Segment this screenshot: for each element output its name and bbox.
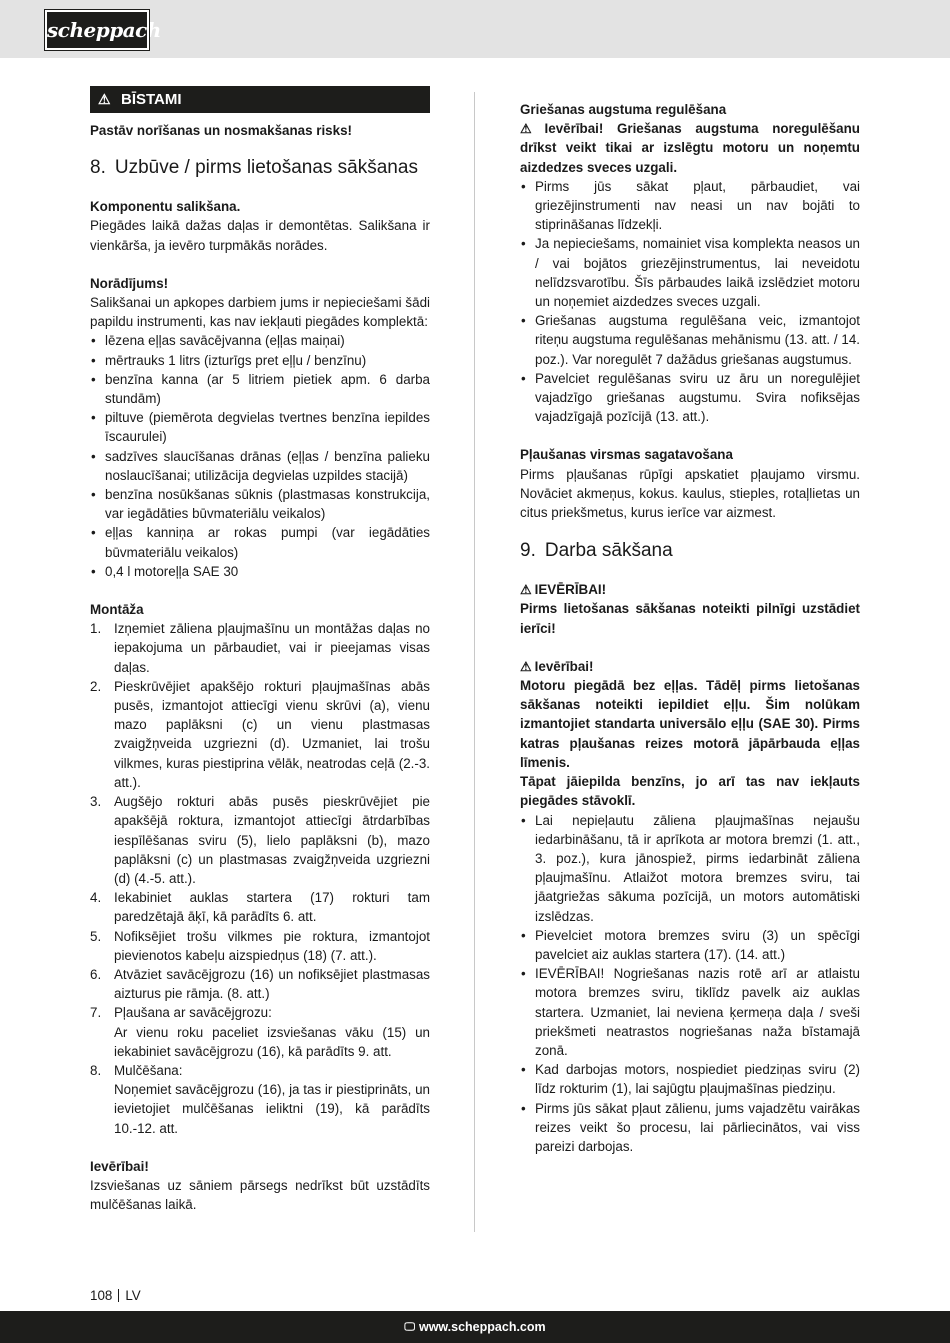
warning-triangle-icon: ⚠	[98, 90, 111, 107]
danger-label: BĪSTAMI	[121, 90, 182, 108]
height-list	[520, 177, 860, 427]
list-item: 6. Atvāziet savācējgrozu (16) un nofiksējiet plastmasas aizturus pie rāmja. (8. att.)	[90, 966, 430, 1002]
list-item: • 0,4 l motoreļļa SAE 30	[90, 562, 430, 581]
header-bar	[0, 0, 950, 58]
list-item: • mērtrauks 1 litrs (izturīgs pret eļļu / benzīnu)	[90, 351, 430, 370]
list-item: • lēzena eļļas savācējvanna (eļļas maiņai)	[90, 331, 430, 350]
list-item: • piltuve (piemērota degvielas tvertnes benzīna iepildes īscaurulei)	[90, 408, 430, 446]
list-item: 1. Izņemiet zāliena pļaujmašīnu un montāžas daļas no iepakojuma un pārbaudiet, vai ir pieejamas visas daļas.	[90, 621, 430, 675]
warning-triangle-icon: ⚠	[520, 582, 532, 598]
warning-triangle-icon: ⚠	[520, 121, 542, 137]
list-item: • Pievelciet motora bremzes sviru (3) un spēcīgi pavelciet aiz auklas startera (17). (14. att.)	[520, 926, 860, 964]
list-item: 8. Mulčēšana: Noņemiet savācējgrozu (16), ja tas ir piestiprināts, un ievietojiet mulčēšanas ieliktni (19), kā parādīts 10.-12. att.	[90, 1062, 430, 1136]
danger-banner	[90, 86, 430, 113]
attention1-text: Pirms lietošanas sākšanas noteikti pilnīgi uzstādiet ierīci!	[520, 601, 860, 636]
list-item: • benzīna kanna (ar 5 litriem pietiek apm. 6 darba stundām)	[90, 370, 430, 408]
list-item: • Ja nepieciešams, nomainiet visa komplekta neasos un / vai bojātos griezējinstrumentus, lai neveidotu nelīdzsvarotību. Šīs pārbaudes laikā izslēdziet motoru un noņemiet aizdedzes sveces uzgali.	[520, 234, 860, 311]
notes-text: Salikšanai un apkopes darbiem jums ir nepieciešami šādi papildu instrumenti, kas nav iekļauti piegādes komplektā:	[90, 295, 430, 330]
list-item: • eļļas kanniņa ar rokas pumpi (var iegādāties būvmateriālu veikalos)	[90, 523, 430, 561]
height-heading: Griešanas augstuma regulēšana	[520, 102, 727, 117]
notes-heading: Norādījums!	[90, 275, 169, 291]
danger-text: Pastāv norīšanas un nosmakšanas risks!	[90, 123, 352, 138]
height-warning: ⚠ Ievērībai! Griešanas augstuma noregulēšanu drīkst veikt tikai ar izslēgtu motoru un noņemtu aizdedzes sveces uzgali.	[520, 121, 860, 175]
section-9-heading: 9. Darba sākšana	[520, 540, 673, 562]
list-item: 4. Iekabiniet auklas startera (17) rokturi tam paredzētajā āķī, kā parādīts 6. att.	[90, 890, 430, 925]
tools-list	[90, 331, 430, 581]
footer-bar	[0, 1311, 950, 1343]
section-8-heading: 8. Uzbūve / pirms lietošanas sākšanas	[90, 157, 418, 179]
montage-heading: Montāža	[90, 602, 144, 618]
attention2-text: Motoru piegādā bez eļļas. Tādēļ pirms lietošanas sākšanas noteikti iepildiet eļļu. Šim nolūkam izmantojiet standarta universālo eļļu (SAE 30). Pirms katras pļaušanas reizes motorā jāpārbauda eļļas līmenis.	[520, 678, 860, 770]
website-link[interactable]: www.scheppach.com	[418, 1320, 546, 1334]
surface-heading: Pļaušanas virsmas sagatavošana	[520, 447, 733, 463]
assembly-heading: Komponentu salikšana.	[90, 199, 241, 215]
column-divider	[474, 92, 475, 1232]
list-item: 2. Pieskrūvējiet apakšējo rokturi pļaujmašīnas abās pusēs, izmantojot attiecīgi vienu skrūvi (a), vienu mazo paplāksni (c) un vienu plastmasas zvaigžņveida uzgriezni (d). Uzmaniet, lai trošu vilkmes, kuras piestiprina vēlāk, neatrodas ceļā (2.-3. att.).	[90, 678, 430, 790]
scheppach-logo: scheppach	[45, 10, 149, 50]
surface-text: Pirms pļaušanas rūpīgi apskatiet pļaujamo virsmu. Novāciet akmeņus, kokus. kaulus, stieples, rotaļlietas un citus priekšmetus, kurus ierīce var aizmest.	[520, 466, 860, 521]
caution-heading: Ievērībai!	[90, 1158, 149, 1174]
right-column	[520, 100, 860, 1156]
list-item: • IEVĒRĪBAI! Nogriešanas nazis rotē arī ar atlaistu motora bremzes sviru, tiklīdz pavelk aiz auklas startera. Uzmaniet, lai neviena ķermeņa daļa / sveši priekšmeti neatrastos nogriešanas naža bīstamajā zonā.	[520, 964, 860, 1060]
list-item: • benzīna nosūkšanas sūknis (plastmasas konstrukcija, var iegādāties būvmateriālu veikalos)	[90, 485, 430, 523]
attention1-heading: ⚠ IEVĒRĪBAI!	[520, 582, 607, 598]
caution-text: Izsviešanas uz sāniem pārsegs nedrīkst būt uzstādīts mulčēšanas laikā.	[90, 1177, 430, 1213]
page-number: 108 LV	[90, 1288, 141, 1303]
montage-steps	[90, 619, 430, 1137]
list-item: • Griešanas augstuma regulēšana veic, izmantojot riteņu augstuma regulēšanas mehānismu (13. att. / 14. poz.). Var noregulēt 7 dažādus griešanas augstumus.	[520, 311, 860, 369]
list-item: • sadzīves slaucīšanas drānas (eļļas / benzīna palieku noslaucīšanai; utilizācija degvielas uzpildes stacijā)	[90, 447, 430, 485]
list-item: • Pavelciet regulēšanas sviru uz āru un noregulējiet vajadzīgo griešanas augstumu. Svira nofiksējas vajadzīgajā pozīcijā (13. att.).	[520, 369, 860, 427]
monitor-icon: 🖵	[404, 1320, 415, 1333]
attention2-heading: ⚠ Ievērībai!	[520, 658, 594, 674]
left-column	[90, 86, 430, 1214]
list-item: • Pirms jūs sākat pļaut zālienu, jums vajadzētu vairākas reizes veikt šo procesu, lai pārliecinātos, vai viss pareizi darbojas.	[520, 1099, 860, 1157]
list-item: 3. Augšējo rokturi abās pusēs pieskrūvējiet pie apakšējā roktura, izmantojot attiecīgi ātrdarbības iespīlēšanas sviru (5), lielo paplāksni (b), mazo paplāksni (c) un plastmasas zvaigžņveida uzgriezni (d) (4.-5. att.).	[90, 794, 430, 886]
start-list	[520, 811, 860, 1157]
list-item: • Lai nepieļautu zāliena pļaujmašīnas nejaušu iedarbināšanu, tā ir aprīkota ar motora bremzi (1. att., 3. poz.), kura jānospiež, pirms iedarbināt zāliena pļaujmašīnu. Atlaižot motora bremzes sviru, tai jāatgriežas sākuma pozīcijā, un motors automātiski izslēdzas.	[520, 811, 860, 926]
warning-triangle-icon: ⚠	[520, 658, 532, 674]
list-item: 7. Pļaušana ar savācējgrozu: Ar vienu roku paceliet izsviešanas vāku (15) un iekabiniet savācējgrozu (16), kā parādīts 9. att.	[90, 1005, 430, 1059]
attention2-text2: Tāpat jāiepilda benzīns, jo arī tas nav iekļauts piegādes stāvoklī.	[520, 774, 860, 809]
list-item: • Pirms jūs sākat pļaut, pārbaudiet, vai griezējinstrumenti nav neasi un nav bojāti to stiprināšanas līdzekļi.	[520, 177, 860, 235]
assembly-text: Piegādes laikā dažas daļas ir demontētas. Salikšana ir vienkārša, ja ievēro turpmākās norādes.	[90, 218, 430, 253]
list-item: • Kad darbojas motors, nospiediet piedziņas sviru (2) līdz rokturim (1), lai sajūgtu pļaujmašīnas piedziņu.	[520, 1060, 860, 1098]
list-item: 5. Nofiksējiet trošu vilkmes pie roktura, izmantojot pievienotos kabeļu aizspiedņus (18) (7. att.).	[90, 928, 430, 963]
